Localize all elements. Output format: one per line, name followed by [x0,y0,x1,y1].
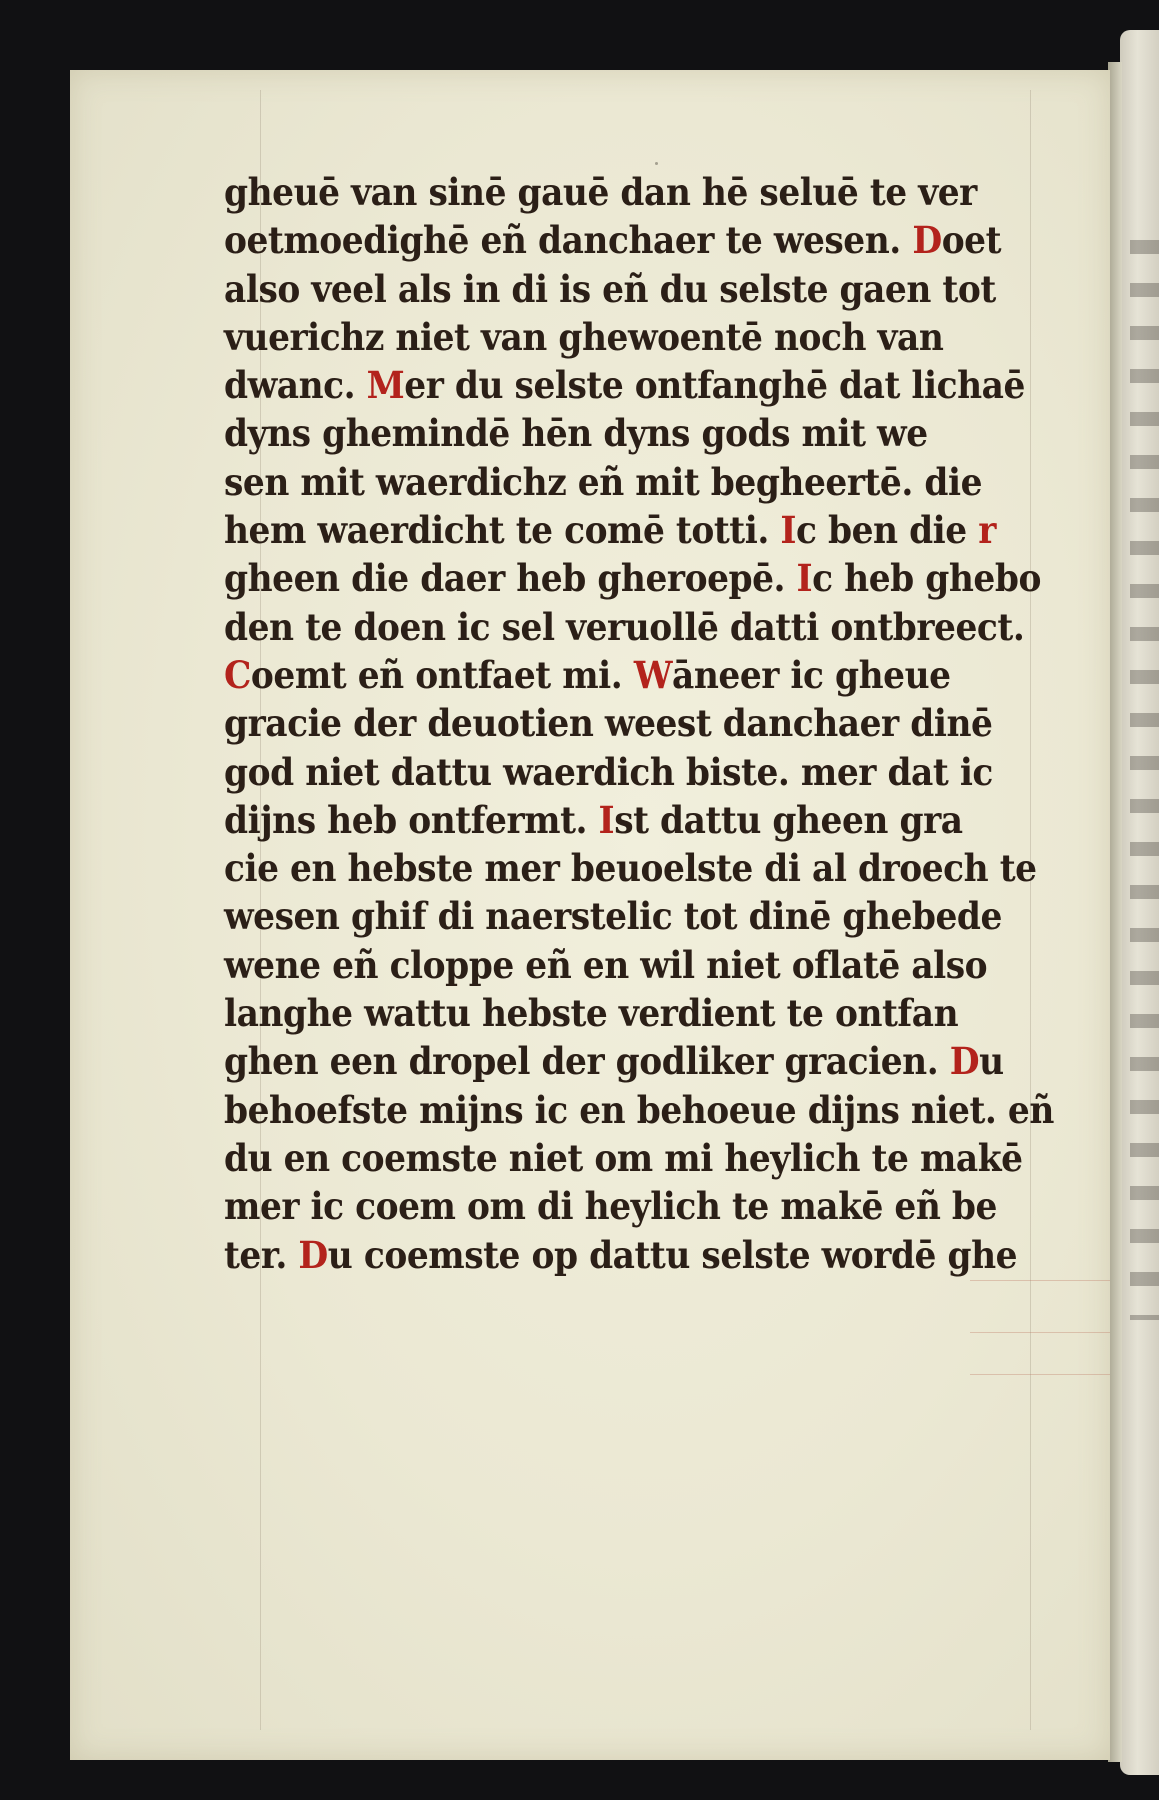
text-segment: st dattu gheen gra [614,797,963,842]
manuscript-line [224,313,1029,361]
text-segment: u coemste op dattu selste wordē ghe [327,1232,1018,1277]
text-segment: oemt eñ ontfaet mi. [250,652,634,697]
ink-speck [655,162,658,165]
manuscript-line [224,1086,1054,1134]
manuscript-line [224,748,1029,796]
manuscript-line [224,989,1029,1037]
rubric-initial: W [633,652,673,697]
text-segment: ter. [224,1232,299,1277]
text-segment: vuerichz niet van ghewoentē noch van [224,314,944,359]
manuscript-line [224,699,1029,747]
adjacent-page-text-bleed [1130,240,1159,1320]
text-segment: oetmoedighē eñ danchaer te wesen. [224,218,901,263]
rubric-initial: D [900,218,942,263]
manuscript-line [224,651,1029,699]
manuscript-line [224,844,1037,892]
text-segment: du en coemste niet om mi heylich te makē [224,1135,1023,1180]
text-segment: oet [941,218,1002,263]
rubric-initial: I [780,508,796,553]
text-segment: also veel als in di is eñ du selste gaen tot [224,266,996,311]
manuscript-text-block [224,168,1090,1279]
manuscript-line [224,506,1029,554]
text-segment: wesen ghif di naerstelic tot dinē ghebede [224,894,1002,939]
manuscript-line [224,892,1029,940]
text-segment: dijns heb ontfermt. [224,797,599,842]
text-segment: dwanc. [224,363,367,408]
text-segment: āneer ic gheue [672,652,951,697]
ruling-mark [970,1332,1110,1333]
manuscript-line [224,1231,1029,1279]
text-segment: c ben die [795,508,979,553]
text-segment: den te doen ic sel veruollē datti ontbreect. [224,604,1025,649]
text-segment: cie en hebste mer beuoelste di al droech te [224,846,1037,891]
text-segment: gheuē van sinē gauē dan hē seluē te ver [224,170,977,214]
rubric-initial: D [298,1232,328,1277]
rubric-initial: I [598,797,615,842]
text-segment: er du selste ontfanghē dat lichaē [404,363,1025,408]
text-segment: behoefste mijns ic en behoeue dijns niet. eñ [224,1087,1054,1132]
rubric-initial: I [796,556,813,601]
manuscript-line [224,168,1029,216]
manuscript-line [224,1037,1029,1085]
manuscript-line [224,603,1029,651]
ruling-mark [970,1374,1110,1375]
manuscript-line [224,554,1041,602]
text-segment: ghen een dropel der godliker gracien. [224,1039,950,1084]
manuscript-line [224,361,1029,409]
text-segment: gheen die daer heb gheroepē. [224,556,797,601]
rubric-initial: r [978,508,996,553]
text-segment: langhe wattu hebste verdient te ontfan [224,991,959,1036]
manuscript-line [224,409,1029,457]
text-segment: god niet dattu waerdich biste. mer dat ic [224,749,993,794]
text-segment: sen mit waerdichz eñ mit begheertē. die [224,459,983,504]
manuscript-line [224,1182,1029,1230]
text-segment: u [979,1039,1004,1084]
manuscript-line [224,1134,1029,1182]
adjacent-page-edge [1120,30,1159,1775]
ruling-mark [970,1280,1110,1281]
text-segment: mer ic coem om di heylich te makē eñ be [224,1184,997,1229]
rubric-initial: C [224,652,251,697]
text-segment: c heb ghebo [812,556,1041,601]
text-segment: wene eñ cloppe eñ en wil niet oflatē also [224,942,988,987]
manuscript-line [224,941,1029,989]
manuscript-line [224,265,1029,313]
manuscript-line [224,216,1029,264]
page-gutter [1108,62,1122,1762]
text-segment: gracie der deuotien weest danchaer dinē [224,701,993,746]
rubric-initial: M [366,363,405,408]
rubric-initial: D [949,1039,980,1084]
text-segment: dyns ghemindē hēn dyns gods mit we [224,411,928,456]
manuscript-line [224,458,1029,506]
text-segment: hem waerdicht te comē totti. [224,508,781,553]
manuscript-line [224,796,1029,844]
